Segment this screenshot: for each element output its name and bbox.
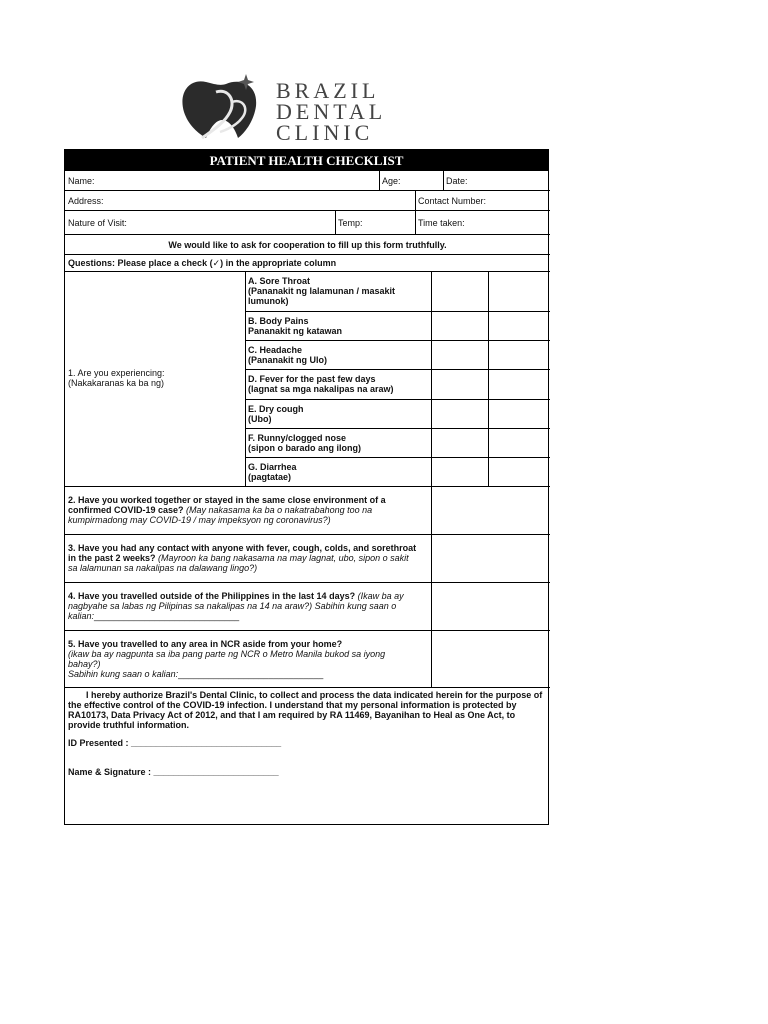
time-taken-field[interactable]	[415, 210, 550, 234]
address-field[interactable]	[65, 190, 415, 210]
check-yes-runny-nose[interactable]	[432, 429, 488, 457]
date-label: Date:	[446, 176, 468, 186]
question-3-translation: (Mayroon ka bang nakasama na may lagnat, ubo, sipon o sakit sa lalamunan sa nakalipas na dalawang lingo?)	[68, 553, 409, 573]
symptom-label: F. Runny/clogged nose	[248, 433, 347, 443]
address-label: Address:	[68, 196, 104, 206]
check-no-fever[interactable]	[489, 370, 550, 399]
signature-label: Name & Signature :	[68, 767, 154, 777]
question-2-text: 2. Have you worked together or stayed in the same close environment of a confirmed COVID-19 case?	[68, 495, 386, 515]
age-label: Age:	[382, 176, 401, 186]
consent-statement: I hereby authorize Brazil's Dental Clinic, to collect and process the data indicated herein for the purpose of the effective control of the COVID-19 infection. I understand that my personal information is protected by RA10173, Data Privacy Act of 2012, and that I am required by RA 11469, Bayanihan to Heal as One Act, to provide truthful information.	[68, 690, 543, 730]
question-3-text: 3. Have you had any contact with anyone with fever, cough, colds, and sorethroat in the past 2 weeks?	[68, 543, 417, 563]
question-5-prompt: Sabihin kung saan o kalian:	[68, 669, 179, 679]
symptom-translation: (pagtatae)	[248, 472, 292, 482]
signature-line	[65, 765, 365, 779]
check-yes-sore-throat[interactable]	[432, 272, 488, 311]
check-no-diarrhea[interactable]	[489, 458, 550, 486]
check-yes-diarrhea[interactable]	[432, 458, 488, 486]
tooth-icon	[176, 72, 276, 144]
nature-label: Nature of Visit:	[68, 218, 127, 228]
symptom-translation: (sipon o barado ang ilong)	[248, 443, 361, 453]
check-yes-body-pains[interactable]	[432, 312, 488, 340]
logo-line-1: BRAZIL	[276, 78, 380, 103]
check-no-body-pains[interactable]	[489, 312, 550, 340]
name-field[interactable]	[65, 171, 379, 190]
check-yes-fever[interactable]	[432, 370, 488, 399]
symptom-label: C. Headache	[248, 345, 303, 355]
check-no-runny-nose[interactable]	[489, 429, 550, 457]
instructions: Questions: Please place a check (✓) in the appropriate column	[68, 258, 337, 268]
check-no-headache[interactable]	[489, 341, 550, 369]
contact-number-field[interactable]	[415, 190, 550, 210]
question-4	[65, 589, 415, 629]
symptom-translation: (Pananakit ng lalamunan / masakit	[248, 286, 396, 296]
temp-label: Temp:	[338, 218, 363, 228]
question-1-text: 1. Are you experiencing:	[68, 368, 165, 378]
symptom-label: D. Fever for the past few days	[248, 374, 376, 384]
question-4-text: 4. Have you travelled outside of the Philippines in the last 14 days?	[68, 591, 356, 601]
check-no-dry-cough[interactable]	[489, 400, 550, 428]
id-presented-input[interactable]: ______________________________	[131, 738, 282, 748]
question-5	[65, 637, 415, 687]
symptom-headache	[245, 343, 431, 369]
symptom-translation: (lagnat sa mga nakalipas na araw)	[248, 384, 394, 394]
id-presented-label: ID Presented :	[68, 738, 132, 748]
symptom-translation: lumunok)	[248, 296, 289, 306]
signature-input[interactable]: _________________________	[153, 767, 279, 777]
question-1	[65, 366, 245, 390]
name-label: Name:	[68, 176, 95, 186]
symptom-label: G. Diarrhea	[248, 462, 297, 472]
temp-field[interactable]	[335, 210, 415, 234]
check-question-4[interactable]	[432, 583, 550, 630]
health-checklist-form	[64, 149, 549, 825]
date-field[interactable]	[443, 171, 550, 190]
question-5-translation: (ikaw ba ay nagpunta sa iba pang parte ng NCR o Metro Manila bukod sa iyong bahay?)	[68, 649, 386, 669]
time-label: Time taken:	[418, 218, 465, 228]
symptom-translation: (Pananakit ng Ulo)	[248, 355, 328, 365]
symptom-runny-nose	[245, 431, 431, 457]
check-question-2[interactable]	[432, 487, 550, 534]
logo-line-3: CLINIC	[276, 120, 374, 145]
question-5-text: 5. Have you travelled to any area in NCR aside from your home?	[68, 639, 343, 649]
id-presented-line	[65, 736, 365, 750]
check-no-sore-throat[interactable]	[489, 272, 550, 311]
symptom-translation: Pananakit ng katawan	[248, 326, 343, 336]
logo-line-2: DENTAL	[276, 99, 387, 124]
question-4-translation: (Ikaw ba ay nagbyahe sa labas ng Pilipinas sa nakalipas na 14 na araw?) Sabihin kung saan o kalian:	[68, 591, 404, 621]
symptom-translation: (Ubo)	[248, 414, 272, 424]
contact-label: Contact Number:	[418, 196, 487, 206]
check-yes-dry-cough[interactable]	[432, 400, 488, 428]
check-question-5[interactable]	[432, 631, 550, 687]
question-1-translation: (Nakakaranas ka ba ng)	[68, 378, 165, 388]
question-2-translation: (May nakasama ka ba o nakatrabahong too na kumpirmadong may COVID-19 / may impeksyon ng coronavirus?)	[68, 505, 373, 525]
symptom-diarrhea	[245, 460, 431, 486]
symptom-label: E. Dry cough	[248, 404, 304, 414]
clinic-name	[276, 80, 396, 143]
nature-of-visit-field[interactable]	[65, 210, 335, 234]
symptom-label: B. Body Pains	[248, 316, 309, 326]
symptom-fever	[245, 372, 431, 398]
symptom-dry-cough	[245, 402, 431, 428]
age-field[interactable]	[379, 171, 443, 190]
symptom-sore-throat	[245, 274, 431, 312]
form-title: PATIENT HEALTH CHECKLIST	[65, 150, 548, 171]
cooperation-note: We would like to ask for cooperation to fill up this form truthfully.	[168, 240, 447, 250]
check-yes-headache[interactable]	[432, 341, 488, 369]
question-4-blank[interactable]: _____________________________	[94, 611, 240, 621]
symptom-label: A. Sore Throat	[248, 276, 311, 286]
symptom-body-pains	[245, 314, 431, 340]
check-question-3[interactable]	[432, 535, 550, 582]
question-3	[65, 541, 420, 581]
question-2	[65, 493, 405, 533]
question-5-blank[interactable]: _____________________________	[178, 669, 324, 679]
